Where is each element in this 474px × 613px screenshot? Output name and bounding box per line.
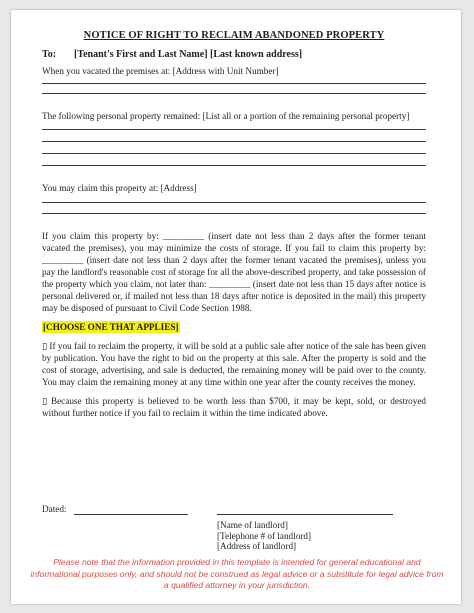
landlord-name: [Name of landlord] (217, 520, 288, 530)
recipient-line (42, 48, 426, 61)
property-answer-line-3 (42, 153, 426, 154)
claim-deadline-paragraph: If you claim this property by: _________ (insert date not less than 2 days after the former tenant vacated the premises), you may minimize the costs of storage. If you fail to claim this property by: _________ (insert date not less than 2 days after the former tenant vacated the premises), unless you pay the landlord's reasonable cost of storage for all the above-described property, and take possession of the property which you claim, not later than: _________ (insert date not less than 15 days after notice is personal delivered or, if mailed not less than 18 days after notice is deposited in the mail) this property may be disposed of pursuant to Civil Code Section 1988. (42, 231, 426, 313)
claim-address-text: You may claim this property at: [Address] (42, 183, 197, 193)
claim-address-line-2 (42, 213, 426, 214)
landlord-signature-line (217, 514, 393, 515)
landlord-info-block (217, 520, 311, 552)
notice-document (42, 29, 426, 419)
dated-line (74, 514, 188, 515)
vacated-premises-text: When you vacated the premises at: [Address with Unit Number] (42, 66, 279, 76)
dated-label: Dated: (42, 504, 67, 514)
property-answer-line-1 (42, 129, 426, 130)
choose-one-label: [CHOOSE ONE THAT APPLIES] (43, 322, 179, 332)
property-remained-text: The following personal property remained: [List all or a portion of the remaining personal property] (42, 111, 410, 121)
claim-address-line-1 (42, 202, 426, 203)
property-answer-line-2 (42, 141, 426, 142)
vacated-answer-line-2 (42, 93, 426, 94)
to-label: To: (42, 49, 57, 60)
property-answer-line-4 (42, 165, 426, 166)
vacated-answer-line-1 (42, 83, 426, 84)
option-public-sale: ▯ If you fail to reclaim the property, it will be sold at a public sale after notice of the sale has been given by publication. You have the right to bid on the property at this sale. After the property is sold and the cost of storage, advertising, and sale is deducted, the remaining money will be paid over to the county. You may claim the remaining money at any time within one year after the county receives the money. (42, 341, 426, 387)
landlord-address: [Address of landlord] (217, 541, 297, 551)
landlord-phone: [Telephone # of landlord] (217, 530, 312, 541)
choose-one-row (42, 321, 426, 333)
document-title: NOTICE OF RIGHT TO RECLAIM ABANDONED PROPERTY (83, 30, 385, 41)
legal-disclaimer: Please note that the information provided in this template is intended for general educational and informational purposes only, and should not be construed as legal advice or a substitute for legal advice from a qualified attorney in your jurisdiction. (30, 557, 444, 590)
recipient-placeholder: [Tenant's First and Last Name] [Last known address] (74, 49, 303, 60)
option-low-value: ▯ Because this property is believed to be worth less than $700, it may be kept, sold, or destroyed without further notice if you fail to reclaim it within the time indicated above. (42, 396, 426, 418)
